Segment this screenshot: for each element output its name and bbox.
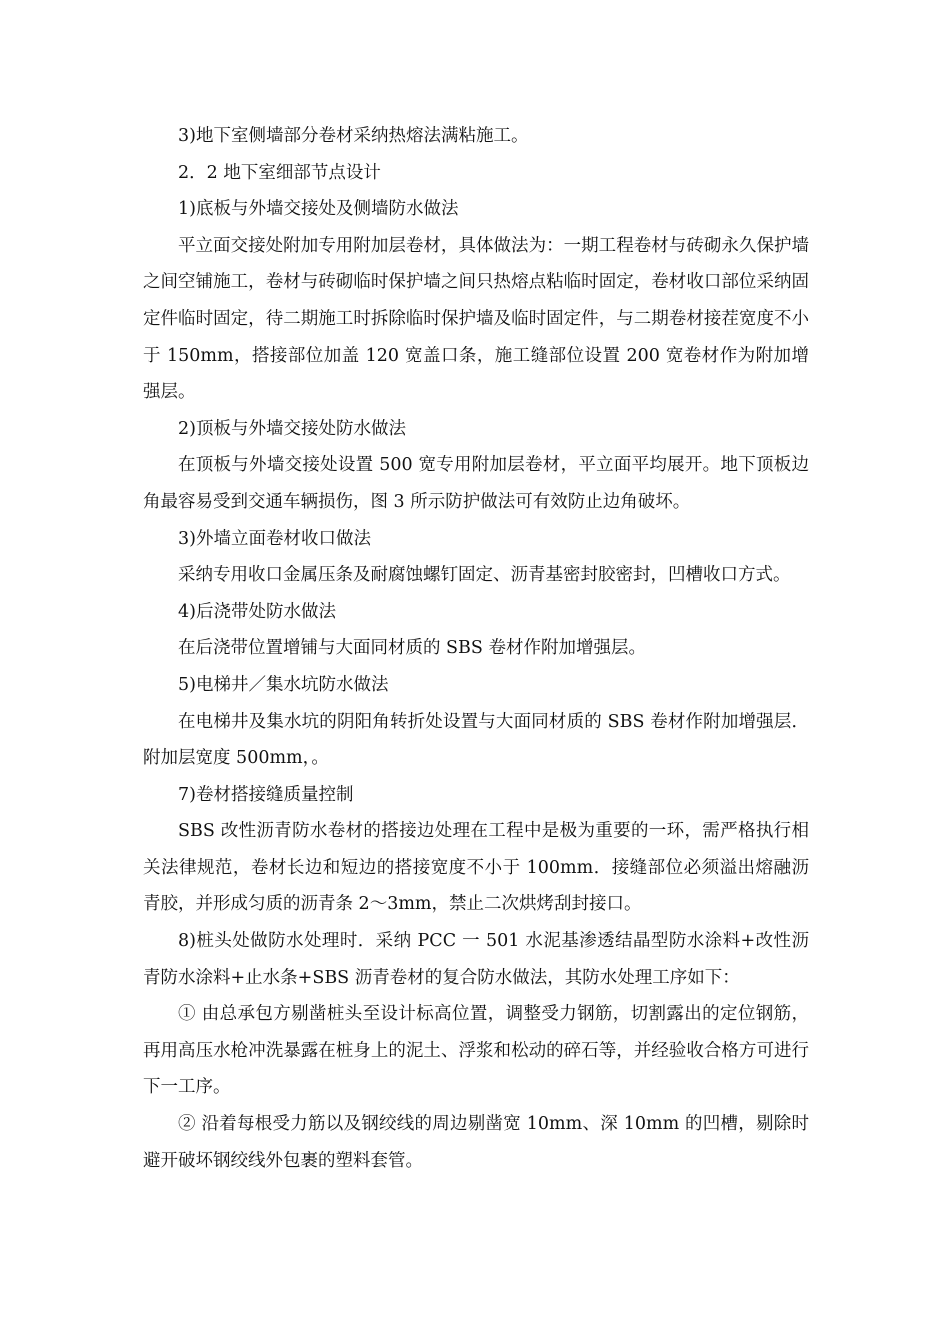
subheading-post-pour-strip: 4)后浇带处防水做法 — [178, 601, 336, 622]
paragraph-side-wall-method: 3)地下室侧墙部分卷材采纳热熔法满粘施工。 — [178, 126, 529, 146]
paragraph-seam-quality-control: SBS 改性沥青防水卷材的搭接边处理在工程中是极为重要的一环，需严格执行相关法律规范，卷材长边和短边的搭接宽度不小于 100mm．接缝部位必须溢出熔融沥青胶，并形成匀质的沥青条 2～3mm，禁止二次烘烤刮封接口。 — [143, 821, 809, 915]
subheading-exterior-wall-termination: 3)外墙立面卷材收口做法 — [178, 528, 371, 549]
subheading-floor-slab-wall-junction: 1)底板与外墙交接处及侧墙防水做法 — [178, 199, 459, 220]
document-body — [143, 118, 809, 1179]
subheading-seam-quality-control: 7)卷材搭接缝质量控制 — [178, 784, 354, 805]
subheading-elevator-pit-sump: 5)电梯井／集水坑防水做法 — [178, 674, 389, 695]
paragraph-step-1: ① 由总承包方剔凿桩头至设计标高位置，调整受力钢筋，切割露出的定位钢筋，再用高压水枪冲洗暴露在桩身上的泥土、浮浆和松动的碎石等，并经验收合格方可进行下一工序。 — [143, 1004, 809, 1098]
subheading-roof-slab-wall-junction: 2)顶板与外墙交接处防水做法 — [178, 418, 406, 439]
paragraph-roof-slab-wall-junction: 在顶板与外墙交接处设置 500 宽专用附加层卷材，平立面平均展开。地下顶板边角最容易受到交通车辆损伤，图 3 所示防护做法可有效防止边角破坏。 — [143, 455, 809, 512]
section-heading-basement-details: 2．2 地下室细部节点设计 — [178, 162, 381, 183]
paragraph-exterior-wall-termination: 采纳专用收口金属压条及耐腐蚀螺钉固定、沥青基密封胶密封，凹槽收口方式。 — [178, 565, 791, 586]
paragraph-step-2: ② 沿着每根受力筋以及钢绞线的周边剔凿宽 10mm、深 10mm 的凹槽，剔除时避开破坏钢绞线外包裹的塑料套管。 — [143, 1114, 809, 1171]
paragraph-elevator-pit-sump: 在电梯井及集水坑的阴阳角转折处设置与大面同材质的 SBS 卷材作附加增强层．附加层宽度 500mm，。 — [143, 711, 809, 769]
paragraph-floor-slab-wall-junction: 平立面交接处附加专用附加层卷材，具体做法为：一期工程卷材与砖砌永久保护墙之间空铺施工，卷材与砖砌临时保护墙之间只热熔点粘临时固定，卷材收口部位采纳固定件临时固定，待二期施工时拆除临时保护墙及临时固定件，与二期卷材接茬宽度不小于 150mm，搭接部位加盖 120 宽盖口条，施工缝部位设置 200 宽卷材作为附加增强层。 — [143, 235, 809, 403]
paragraph-pile-head-waterproofing: 8)桩头处做防水处理时．采纳 PCC 一 501 水泥基渗透结晶型防水涂料+改性沥青防水涂料+止水条+SBS 沥青卷材的复合防水做法，其防水处理工序如下： — [143, 931, 809, 988]
paragraph-post-pour-strip: 在后浇带位置增铺与大面同材质的 SBS 卷材作附加增强层。 — [178, 638, 646, 659]
